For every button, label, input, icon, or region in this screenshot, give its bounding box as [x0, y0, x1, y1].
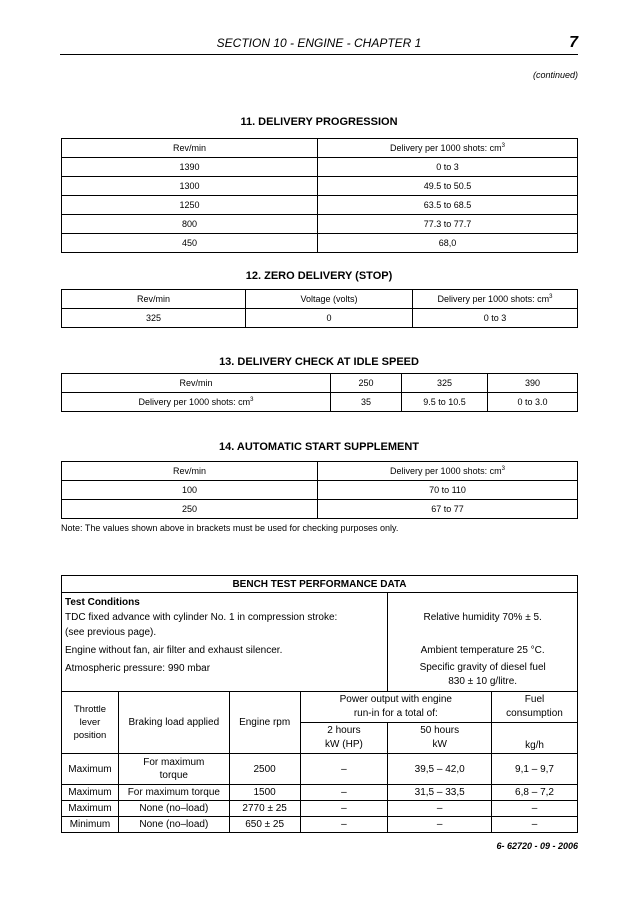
cell-2-hours: –: [300, 785, 388, 801]
row-label-rev: Rev/min: [62, 374, 331, 393]
table-row: [62, 801, 578, 817]
cell-delivery: 70 to 110: [318, 481, 578, 500]
cell-delivery: 77.3 to 77.7: [318, 215, 578, 234]
col-header-rev: Rev/min: [62, 462, 318, 481]
bench-title: BENCH TEST PERFORMANCE DATA: [62, 576, 578, 593]
row-label-delivery: Delivery per 1000 shots: $cm^3$: [62, 393, 331, 412]
cell-delivery: 68,0: [318, 234, 578, 253]
col-header-rev: Rev/min: [62, 290, 246, 309]
cell-fuel: 9,1 – 9,7: [492, 754, 578, 785]
cell-braking: For maximum torque: [118, 785, 229, 801]
bench-test-table: [61, 575, 578, 833]
table-row: [62, 785, 578, 801]
table-row: [62, 215, 578, 234]
col-header-delivery: Delivery per 1000 shots: $cm^3$: [318, 462, 578, 481]
cell-rev: 1250: [62, 196, 318, 215]
cell-rpm: 2770 ± 25: [229, 801, 300, 817]
cell-delivery: 63.5 to 68.5: [318, 196, 578, 215]
cell-value: 250: [331, 374, 402, 393]
cell-rpm: 2500: [229, 754, 300, 785]
condition-pressure: Atmospheric pressure: 990 mbar: [65, 663, 211, 674]
col-header-power: Power output with engine run-in for a total of:: [300, 692, 491, 723]
bracket-note: Note: The values shown above in brackets must be used for checking purposes only.: [61, 523, 399, 533]
cell-value: 325: [402, 374, 488, 393]
cell-delivery: 67 to 77: [318, 500, 578, 519]
table-row: [62, 234, 578, 253]
test-conditions-right: [388, 593, 578, 692]
cell-rev: 1390: [62, 158, 318, 177]
cell-rpm: 1500: [229, 785, 300, 801]
cell-braking: For maximum torque: [118, 754, 229, 785]
cell-throttle: Maximum: [62, 754, 119, 785]
cell-50-hours: –: [388, 801, 492, 817]
condition-temperature: Ambient temperature 25 °C.: [420, 645, 545, 656]
cell-fuel: –: [492, 801, 578, 817]
cell-value: 35: [331, 393, 402, 412]
col-header-50-hours: 50 hours kW: [388, 723, 492, 754]
table-header-row: [62, 290, 578, 309]
col-header-delivery: Delivery per 1000 shots: $cm^3$: [318, 139, 578, 158]
cell-braking: None (no–load): [118, 801, 229, 817]
cell-rev: 325: [62, 309, 246, 328]
table-row: [62, 177, 578, 196]
condition-see-previous: (see previous page).: [65, 627, 157, 638]
cell-2-hours: –: [300, 817, 388, 833]
cell-value: 0 to 3.0: [488, 393, 578, 412]
condition-tdc: TDC fixed advance with cylinder No. 1 in compression stroke:: [65, 612, 338, 623]
table-header-row: [62, 139, 578, 158]
cell-2-hours: –: [300, 801, 388, 817]
test-conditions-left: [62, 593, 388, 692]
col-header-braking: Braking load applied: [118, 692, 229, 754]
cell-rev: 250: [62, 500, 318, 519]
cell-value: 9.5 to 10.5: [402, 393, 488, 412]
cell-delivery: 49.5 to 50.5: [318, 177, 578, 196]
cell-2-hours: –: [300, 754, 388, 785]
cell-rev: 800: [62, 215, 318, 234]
cell-rev: 1300: [62, 177, 318, 196]
cell-fuel: –: [492, 817, 578, 833]
col-header-rev: Rev/min: [62, 139, 318, 158]
cell-50-hours: 31,5 – 33,5: [388, 785, 492, 801]
section-title: SECTION 10 - ENGINE - CHAPTER 1: [216, 36, 422, 50]
cell-fuel: 6,8 – 7,2: [492, 785, 578, 801]
table-row: [62, 196, 578, 215]
idle-check-title: 13. DELIVERY CHECK AT IDLE SPEED: [219, 356, 419, 368]
table-header-row: [62, 462, 578, 481]
col-header-fuel: Fuel consumption: [492, 692, 578, 723]
test-conditions-row: [62, 593, 578, 692]
cell-rpm: 650 ± 25: [229, 817, 300, 833]
zero-delivery-title: 12. ZERO DELIVERY (STOP): [245, 270, 393, 282]
continued-label: (continued): [532, 70, 578, 80]
table-row: [62, 309, 578, 328]
cell-voltage: 0: [246, 309, 413, 328]
header-rule: [60, 54, 578, 55]
test-conditions-label: Test Conditions: [65, 597, 140, 608]
cell-throttle: Minimum: [62, 817, 119, 833]
page-number: 7: [569, 34, 578, 51]
condition-engine: Engine without fan, air filter and exhaust silencer.: [65, 645, 283, 656]
condition-humidity: Relative humidity 70% ± 5.: [423, 612, 542, 623]
start-supplement-title: 14. AUTOMATIC START SUPPLEMENT: [218, 441, 420, 453]
table-row: [62, 158, 578, 177]
delivery-progression-table: [61, 138, 578, 253]
delivery-progression-title: 11. DELIVERY PROGRESSION: [240, 116, 398, 128]
col-header-delivery: Delivery per 1000 shots: $cm^3$: [413, 290, 578, 309]
cell-throttle: Maximum: [62, 785, 119, 801]
page-footer: 6- 62720 - 09 - 2006: [496, 841, 578, 851]
table-row: [62, 500, 578, 519]
bench-header-row: [62, 692, 578, 723]
table-row: [62, 481, 578, 500]
table-row: [62, 393, 578, 412]
cell-50-hours: 39,5 – 42,0: [388, 754, 492, 785]
cell-delivery: 0 to 3: [318, 158, 578, 177]
cell-delivery: 0 to 3: [413, 309, 578, 328]
condition-gravity-value: 830 ± 10 g/litre.: [448, 676, 518, 687]
condition-gravity: Specific gravity of diesel fuel: [419, 662, 546, 673]
cell-rev: 100: [62, 481, 318, 500]
zero-delivery-table: [61, 289, 578, 328]
table-row: [62, 817, 578, 833]
idle-check-table: [61, 373, 578, 412]
col-header-2-hours: 2 hours kW (HP): [300, 723, 388, 754]
cell-rev: 450: [62, 234, 318, 253]
col-header-fuel-unit: kg/h: [492, 723, 578, 754]
cell-value: 390: [488, 374, 578, 393]
cell-throttle: Maximum: [62, 801, 119, 817]
col-header-voltage: Voltage (volts): [246, 290, 413, 309]
cell-50-hours: –: [388, 817, 492, 833]
start-supplement-table: [61, 461, 578, 519]
bench-title-row: [62, 576, 578, 593]
table-row: [62, 754, 578, 785]
table-row: [62, 374, 578, 393]
col-header-throttle: Throttle lever position: [62, 692, 119, 754]
col-header-rpm: Engine rpm: [229, 692, 300, 754]
cell-braking: None (no–load): [118, 817, 229, 833]
